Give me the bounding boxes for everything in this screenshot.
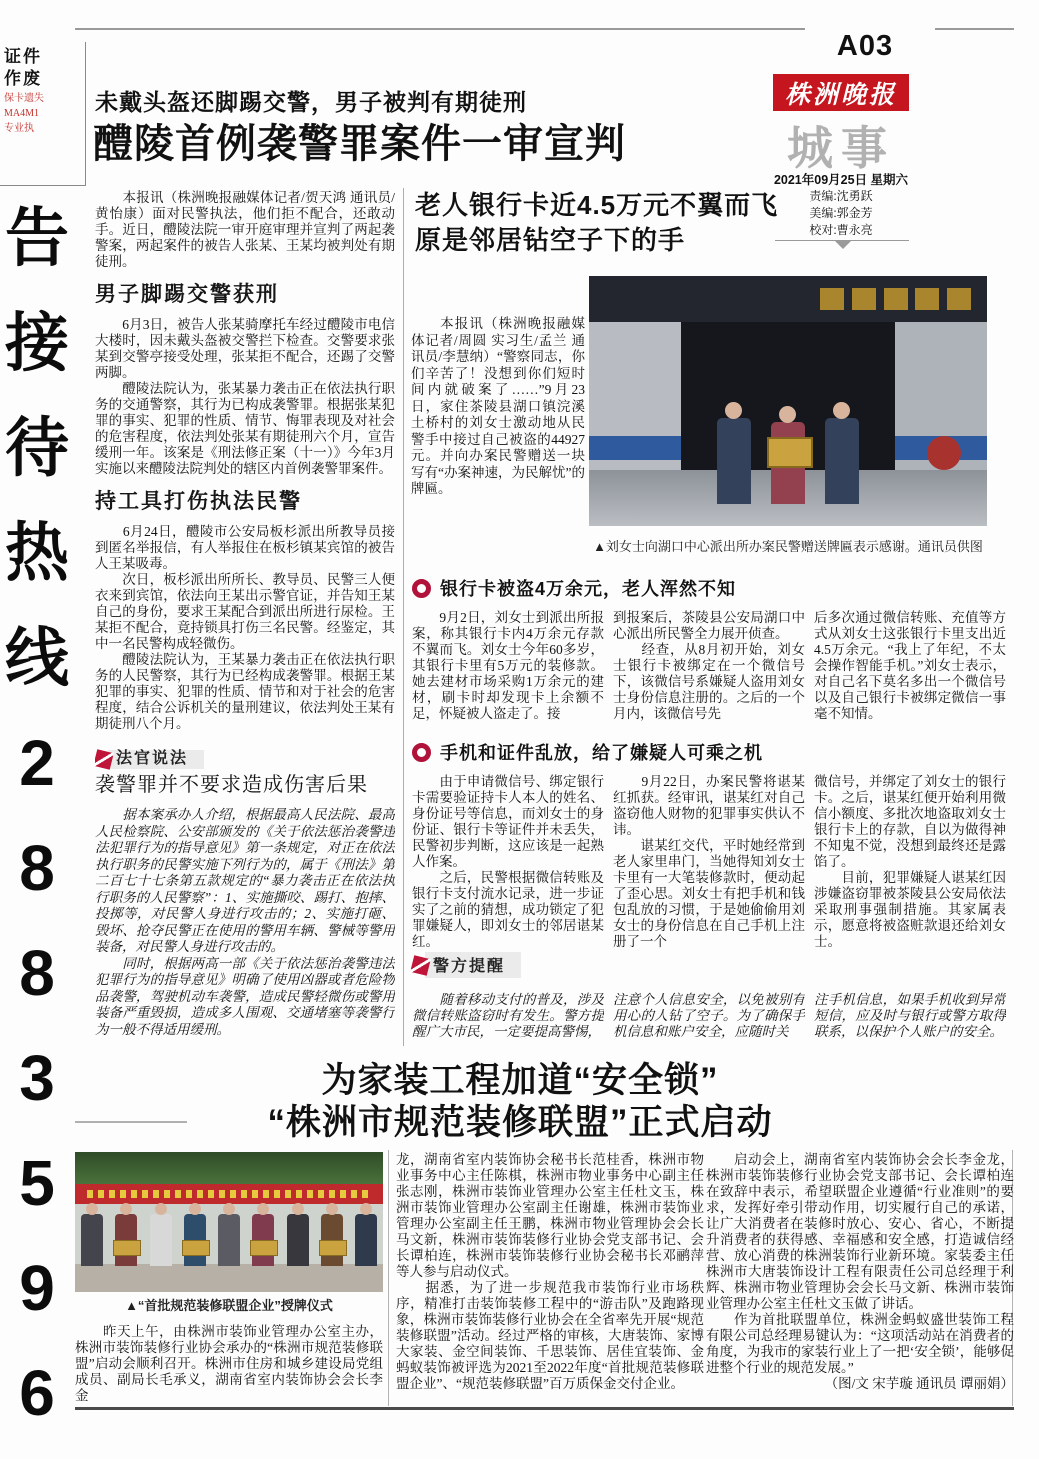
article1-subhead-1: 男子脚踢交警获刑 (95, 283, 279, 306)
hotline-glyph: 待 (5, 412, 69, 484)
paragraph: 后多次通过微信转账、充值等方式从刘女士这张银行卡里支出近4.5万余元。“我上了年纪，不太会操作智能手机。”刘女士表示，对自己名下莫名多出一个微信号以及自己银行卡被绑定微信一事毫不知情。 (814, 610, 1006, 721)
notice-line: 保卡遗失 (4, 93, 44, 104)
paragraph: 到报案后，茶陵县公安局湖口中心派出所民警全力展开侦查。 (613, 610, 805, 641)
article1-intro: 本报讯（株洲晚报融媒体记者/贺天鸿 通讯员/黄怡康）面对民警执法，他们拒不配合，还敢动手。近日，醴陵法院一审开庭审理并宣判了两起袭警案，两起案件的被告人张某、王某均被判处有期徒刑。 (95, 190, 395, 269)
paragraph: 谌某红交代，平时她经常到老人家里串门，当她得知刘女士卡里有一大笔装修款时，便动起了歪心思。刘女士有把手机和钱包乱放的习惯，于是她偷偷用刘女士的身份信息在自己手机上注册了一个 (613, 838, 805, 949)
vertical-hotline-banner (0, 186, 80, 1446)
hotline-glyph: 热 (5, 517, 69, 589)
sign-glyph (915, 288, 939, 310)
headline-side-rule (75, 1121, 187, 1123)
paragraph: 龙，湖南省室内装饰协会秘书长范桂香，株洲市物业事务中心主任陈棋，株洲市物业事务中心副主任张志刚，株洲市装饰业管理办公室主任杜文玉，株洲市装饰业管理办公室副主任谢雄，株洲市装饰业管理办公室副主任王鹏，株洲市物业管理协会会长马文新，株洲市装饰装修行业协会党支部书记、会长谭柏连，株洲市装饰装修行业协会秘书长邓鹂萍等人参与启动仪式。 (396, 1152, 704, 1279)
award-plaque (113, 1240, 141, 1256)
text-column (613, 774, 805, 962)
paragraph: 次日，板杉派出所所长、教导员、民警三人便衣来到宾馆，依法向王某出示警官证，并告知王某自己的身份，要求王某配合到派出所进行尿检。王某拒不配合，竟持锁具打伤三名民警。经鉴定，其中一名民警构成轻微伤。 (95, 572, 395, 651)
person-figure (355, 1214, 377, 1266)
article3-headline-line2: “株洲市规范装修联盟”正式启动 (267, 1103, 773, 1142)
paragraph: 同时，根据两高一部《关于依法惩治袭警违法犯罪行为的指导意见》明确了使用凶器或者危险物品袭警，驾驶机动车袭警，造成民警轻微伤或警用装备严重毁损，造成多人围观、交通堵塞等袭警行为一般不得适用缓刑。 (95, 955, 395, 1037)
hotline-glyph: 8 (19, 832, 55, 904)
banner-text-hint (87, 1190, 371, 1198)
paragraph: 昨天上午，由株洲市装饰业管理办公室主办，株洲市装饰装修行业协会承办的“株洲市规范装修联盟”启动会顺利召开。株洲市住房和城乡建设局党组成员、副局长毛承义，湖南省室内装饰协会会长李金 (75, 1324, 383, 1403)
paragraph: 经查，从8月初开始，刘女士银行卡被绑定在一个微信号下，该微信号系嫌疑人盗用刘女士身份信息注册的。之后的一个月内，该微信号先 (613, 642, 805, 721)
blue-strip (589, 436, 681, 460)
notice-line: 证件 (4, 47, 42, 66)
photo2-caption: ▲“首批规范装修联盟企业”授牌仪式 (125, 1298, 333, 1313)
tag-label: 警方提醒 (425, 952, 521, 978)
hotline-glyph: 5 (19, 1147, 55, 1219)
article2-intro-column (411, 316, 585, 530)
issue-date: 2021年09月25日 星期六 (773, 173, 909, 187)
text-column (814, 774, 1006, 962)
column-divider (388, 1150, 389, 1406)
award-plaque (182, 1240, 210, 1256)
article2-subsection2-columns (412, 774, 1006, 962)
article3-headline (80, 1060, 960, 1144)
editor-line: 校对:曹永亮 (809, 223, 873, 237)
paragraph: 9月2日，刘女士到派出所报案，称其银行卡内4万余元存款不翼而飞。刘女士今年60多岁，其银行卡里有5万元的装修款。她去建材市场采购1万余元的建材，刷卡时却发现卡上余额不足，怀疑被人盗走了。接 (412, 610, 604, 721)
paragraph: 由于申请微信号、绑定银行卡需要验证持卡人本人的姓名、身份证号等信息，而刘女士的身份证、银行卡等证件并未丢失，民警初步判断，这应该是一起熟人作案。 (412, 774, 604, 869)
paragraph: 据本案承办人介绍，根据最高人民法院、最高人民检察院、公安部颁发的《关于依法惩治袭警违法犯罪行为的指导意见》第一条规定，对正在依法执行职务的民警实施下列行为的，属于《刑法》第二百七十七条第五款规定的“暴力袭击正在依法执行职务的人民警察”：1、实施撕咬、踢打、抱摔、投掷等，对民警人身进行攻击的；2、实施打砸、毁坏、抢夺民警正在使用的警用车辆、警械等警用装备，对民警人身进行攻击的。 (95, 807, 395, 954)
paragraph: 之后，民警根据微信转账及银行卡支付流水记录，进一步证实了之前的猜想，成功锁定了犯罪嫌疑人，即刘女士的邻居谌某红。 (412, 870, 604, 949)
police-officer-figure (825, 418, 859, 504)
article1-column (95, 190, 395, 1052)
police-reminder-columns (412, 992, 1006, 1058)
text-column (814, 610, 1006, 736)
article2-subsection2-header (412, 739, 1012, 765)
sign-glyph (884, 288, 908, 310)
editor-line: 责编:沈勇跃 (809, 189, 873, 203)
paragraph: 6月24日，醴陵市公安局板杉派出所教导员接到匿名举报信，有人举报住在板杉镇某宾馆的被告人王某吸毒。 (95, 524, 395, 571)
red-ring-bullet-icon (412, 579, 431, 598)
article1-subhead-2: 持工具打伤执法民警 (95, 490, 302, 513)
photo-police-award (589, 276, 987, 526)
sign-glyph (820, 288, 844, 310)
paragraph: 启动会上，湖南省室内装饰协会会长李金龙，株洲市装饰装修行业协会党支部书记、会长谭柏连在致辞中表示，希望联盟企业遵循“行业准则”的要求，发挥好牵引带动作用，切实履行自己的承诺，让广大消费者在装修时放心、安心、省心，不断提升消费者的获得感、幸福感和安全感，打造诚信经营、放心消费的株洲装饰行业新环境。家装委主任株洲市大唐装饰设计工程有限责任公司总经理于利辉、株洲市物业管理协会会长马文新、株洲市装饰业管理办公室主任杜文玉做了讲话。 (706, 1152, 1014, 1311)
hotline-glyph: 接 (5, 307, 69, 379)
top-rule-right (935, 28, 1014, 30)
text-column (613, 992, 805, 1058)
subsection-title: 手机和证件乱放，给了嫌疑人可乘之机 (440, 743, 763, 763)
award-plaque (767, 437, 813, 468)
person-figure (218, 1214, 240, 1266)
photo1-caption: ▲刘女士向湖口中心派出所办案民警赠送牌匾表示感谢。通讯员供图 (593, 539, 983, 554)
article1-headline: 醴陵首例袭警罪案件一审宣判 (93, 122, 626, 166)
person-figure (81, 1214, 103, 1266)
article3-headline-line1: 为家装工程加道“安全锁” (321, 1061, 719, 1100)
hotline-glyph: 8 (19, 937, 55, 1009)
judge-says-tag (95, 750, 395, 769)
tag-label: 法官说法 (108, 750, 204, 769)
judge-box-body (95, 807, 395, 1038)
page-number: A03 (836, 30, 894, 62)
hotline-glyph: 9 (19, 1252, 55, 1324)
paragraph: 据悉，为了进一步规范我市装饰行业市场秩序，精准打击装饰装修工程中的“游击队”及跑路现象，株洲市装饰装修行业协会在全省率先开展“规范装修联盟”活动。经过严格的审核，大唐装饰、家博大家装、金空间装饰、千思装饰、居佳宜装饰、金蚂蚁装饰被评选为2021至2022年度“首批规范装修联盟企业”、“规范装修联盟”百万质保金交付企业。 (396, 1280, 704, 1391)
hotline-glyph: 线 (5, 622, 69, 694)
person-figure (252, 1214, 274, 1266)
police-reminder-tag (412, 952, 712, 978)
award-plaque (319, 1240, 347, 1256)
article3-col1-text (75, 1324, 383, 1404)
article1-kicker: 未戴头盔还脚踢交警，男子被判有期徒刑 (95, 89, 527, 115)
paragraph: 6月3日，被告人张某骑摩托车经过醴陵市电信大楼时，因未戴头盔被交警拦下检查。交警要求张某到交警亭接受处理，张某拒不配合，还踢了交警两脚。 (95, 317, 395, 380)
article3-column1 (75, 1152, 383, 1404)
article2-headline-line2: 原是邻居钻空子下的手 (415, 225, 686, 255)
article2-subsection1-header (412, 575, 1012, 601)
text-column (613, 610, 805, 736)
person-figure (150, 1214, 172, 1266)
paragraph: 微信号，并绑定了刘女士的银行卡。之后，谌某红便开始利用微信小额度、多批次地盗取刘女士银行卡上的存款，自以为做得神不知鬼不觉，没想到最终还是露馅了。 (814, 774, 1006, 869)
article3-column3 (706, 1152, 1014, 1404)
paragraph: 随着移动支付的普及，涉及微信转账盗窃时有发生。警方提醒广大市民，一定要提高警惕， (412, 992, 604, 1039)
ground (75, 1264, 383, 1292)
column-divider (403, 188, 404, 1046)
red-lantern (927, 436, 961, 470)
hotline-glyph: 2 (19, 727, 55, 799)
hotline-glyph: 6 (19, 1357, 55, 1429)
subsection-title: 银行卡被盗4万余元，老人浑然不知 (440, 579, 737, 599)
police-officer-figure (717, 418, 751, 504)
paragraph: 作为首批联盟单位，株洲金蚂蚁盛世装饰工程有限公司总经理易键认为：“这项活动站在消费者的角度，为我市的家装行业上了一把‘安全锁’，能够促进整个行业的规范发展。” (706, 1312, 1014, 1375)
bottom-rule (75, 1407, 1014, 1410)
person-figure (287, 1214, 309, 1266)
top-rule-left (75, 28, 805, 30)
text-column (412, 774, 604, 962)
article2-headline (415, 188, 1015, 258)
paragraph: 醴陵法院认为，王某暴力袭击正在依法执行职务的人民警察，其行为已经构成袭警罪。根据王某犯罪的事实、犯罪的性质、情节和对于社会的危害程度，结合公诉机关的量刑建议，依法判处王某有期徒刑八个月。 (95, 652, 395, 731)
section-title: 城事 (787, 123, 895, 174)
article2-subsection1-columns (412, 610, 1006, 736)
notice-small-lines (4, 93, 83, 135)
paragraph: 目前，犯罪嫌疑人谌某红因涉嫌盗窃罪被茶陵县公安局依法采取刑事强制措施。其家属表示，愿意将被盗赃款退还给刘女士。 (814, 870, 1006, 949)
person-figure (184, 1214, 206, 1266)
group-of-people (81, 1204, 377, 1266)
article3-col3-text (706, 1152, 1014, 1376)
sign-glyph (947, 288, 971, 310)
article1-section2 (95, 524, 395, 732)
article2-headline-line1: 老人银行卡近4.5万元不翼而飞 (415, 190, 779, 220)
article3-column2 (396, 1152, 704, 1404)
hotline-glyph: 3 (19, 1042, 55, 1114)
foliage (75, 1152, 383, 1184)
notice-line: MA4M1 (4, 108, 40, 119)
paragraph: 注意个人信息安全，以免被别有用心的人钻了空子。为了确保手机信息和账户安全，应随时关 (613, 992, 805, 1039)
red-ring-bullet-icon (412, 743, 431, 762)
paragraph: 9月22日，办案民警将谌某红抓获。经审讯，谌某红对自己盗窃他人财物的犯罪事实供认不讳。 (613, 774, 805, 837)
newspaper-logo: 株洲晚报 (773, 74, 909, 111)
notice-line: 专业执 (4, 123, 34, 134)
text-column (814, 992, 1006, 1058)
paragraph: 注手机信息，如果手机收到异常短信，应及时与银行或警方取得联系，以保护个人账户的安全。 (814, 992, 1006, 1039)
article2-intro: 本报讯（株洲晚报融媒体记者/周圆 实习生/孟兰 通讯员/李慧纳）“警察同志，你们辛苦了！没想到你们短时间内就破案了……”9月23日，家住茶陵县湖口镇浣溪土桥村的刘女士激动地从民警手中接过自己被盗的44927元。并向办案民警赠送一块写有“办案神速，为民解忧”的牌匾。 (411, 316, 585, 496)
byline: （图/文 宋芋璇 通讯员 谭丽娟） (824, 1376, 1014, 1391)
award-plaque (250, 1240, 278, 1256)
sign-glyph (852, 288, 876, 310)
judge-box-title: 袭警罪并不要求造成伤害后果 (95, 774, 368, 796)
person-figure (115, 1214, 137, 1266)
text-column (412, 610, 604, 736)
person-figure (321, 1214, 343, 1266)
classified-notice (0, 42, 86, 186)
text-column (412, 992, 604, 1058)
notice-line: 作废 (4, 69, 42, 88)
article1-section1 (95, 317, 395, 477)
hotline-glyph: 告 (5, 202, 69, 274)
paragraph: 醴陵法院认为，张某暴力袭击正在依法执行职务的交通警察，其行为已构成袭警罪。根据张某犯罪的事实、犯罪的性质、情节、悔罪表现及对社会的危害程度，依法判处张某有期徒刑六个月，宣告缓刑一年。该案是《刑法修正案（十一）》今年3月实施以来醴陵法院判处的辖区内首例袭警罪案件。 (95, 381, 395, 476)
editor-line: 美编:郭金芳 (809, 206, 873, 220)
notice-bold-lines (4, 46, 83, 90)
photo-launch-ceremony (75, 1152, 383, 1292)
